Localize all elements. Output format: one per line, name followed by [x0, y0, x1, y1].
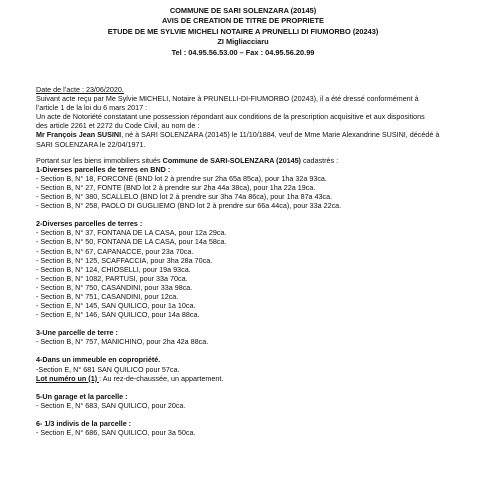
owner-line [36, 130, 476, 139]
lot-description: : Au rez-de-chaussée, un appartement. [99, 373, 224, 383]
notice-header [0, 6, 486, 58]
list-item: - Section E, N° 686, SAN QUILICO, pour 3a 50ca. [36, 428, 196, 437]
list-item: - Section B, N° 18, FORCONE (BND lot 2 à prendre sur 2ha 65a 85ca), pour 1ha 32a 93ca. [36, 173, 327, 183]
list-item: - Section E, N° 683, SAN QUILICO, pour 20ca. [36, 400, 186, 410]
list-item: - Section B, N° 67, CAPANACCE, pour 23a 70ca. [36, 246, 194, 256]
list-item: - Section B, N° 751, CASANDINI, pour 12ca. [36, 291, 179, 301]
list-item: - Section B, N° 750, CASANDINI, pour 33a 98ca. [36, 282, 193, 292]
portant-line [36, 156, 476, 165]
list-item: - Section B, N° 50, FONTANA DE LA CASA, pour 14a 58ca. [36, 237, 227, 247]
intro-line-3: Un acte de Notoriété constatant une possession répondant aux conditions de la prescription acquisitive et aux dispositions [36, 112, 425, 122]
portant-prefix: Portant sur les biens immobiliers situés [36, 155, 163, 165]
notice-body [36, 85, 476, 437]
list-item: - Section B, N° 27, FONTE (BND lot 2 à prendre sur 2ha 44a 38ca), pour 1ha 22a 19ca. [36, 182, 316, 192]
commune-name: Commune de SARI-SOLENZARA (20145) [162, 155, 301, 165]
owner-name: Mr François Jean SUSINI [36, 130, 122, 140]
list-item: - Section E, N° 146, SAN QUILICO, pour 14a 88ca. [36, 310, 200, 320]
header-commune: COMMUNE DE SARI SOLENZARA (20145) [169, 6, 317, 15]
list-item: - Section B, N° 124, CHIOSELLI, pour 19a 93ca. [36, 264, 191, 274]
portant-suffix: cadastrés : [300, 155, 339, 165]
list-item: - Section B, N° 37, FONTANA DE LA CASA, pour 12a 29ca. [36, 228, 227, 238]
section-4-title: 4-Dans un immeuble en copropriété. [36, 355, 161, 365]
section-1-title: 1-Diverses parcelles de terres en BND : [36, 164, 171, 174]
intro-line-2: l’article 1 de la loi du 6 mars 2017 : [36, 103, 148, 113]
section-5-title: 5-Un garage et la parcelle : [36, 391, 128, 401]
list-item: - Section B, N° 1082, PARTUSI, pour 33a 70ca. [36, 273, 188, 283]
list-item: - Section B, N° 757, MANICHINO, pour 2ha 42a 88ca. [36, 337, 209, 347]
section-2-title: 2-Diverses parcelles de terres : [36, 219, 143, 229]
lot-label: Lot numéro un (1) [36, 373, 100, 383]
section-3-title: 3-Une parcelle de terre : [36, 328, 118, 338]
list-item: - Section B, N° 380, SCALLELO (BND lot 2 à prendre sur 3ha 74a 86ca), pour 1ha 87a 43ca. [36, 192, 333, 202]
act-date: Date de l’acte : 23/06/2020. [36, 85, 124, 94]
header-etude: ETUDE DE ME SYLVIE MICHELI NOTAIRE A PRUNELLI DI FIUMORBO (20243) [107, 26, 379, 36]
list-item: -Section E, N° 681 SAN QUILICO pour 57ca. [36, 364, 180, 374]
list-item: - Section E, N° 145, SAN QUILICO, pour 1a 10ca. [36, 301, 196, 311]
intro-line-4: des article 2261 et 2272 du Code Civil, au nom de : [36, 121, 200, 131]
header-address: ZI Migliacciaru [217, 37, 269, 47]
owner-details: , né à SARI SOLENZARA (20145) le 11/10/1884, veuf de Mme Marie Alexandrine SUSINI, décédé à [121, 130, 440, 140]
list-item: - Section B, N° 258, PAOLO DI GUGLIEMO (BND lot 2 à prendre sur 66a 44ca), pour 33a 22ca. [36, 201, 342, 211]
section-6-title: 6- 1/3 indivis de la parcelle : [36, 418, 132, 428]
intro-line-1: Suivant acte reçu par Me Sylvie MICHELI, Notaire à PRUNELLI-DI-FIUMORBO (20243), il a été dressé conformément à [36, 94, 419, 104]
lot-line [36, 374, 476, 383]
header-contact: Tel : 04.95.56.53.00 – Fax : 04.95.56.20.99 [171, 47, 315, 57]
header-avis-title: AVIS DE CREATION DE TITRE DE PROPRIETE [162, 16, 324, 26]
owner-line-2: SARI SOLENZARA le 22/04/1971. [36, 139, 146, 149]
list-item: - Section B, N° 125, SCAFFACCIA, pour 3ha 28a 70ca. [36, 255, 213, 265]
